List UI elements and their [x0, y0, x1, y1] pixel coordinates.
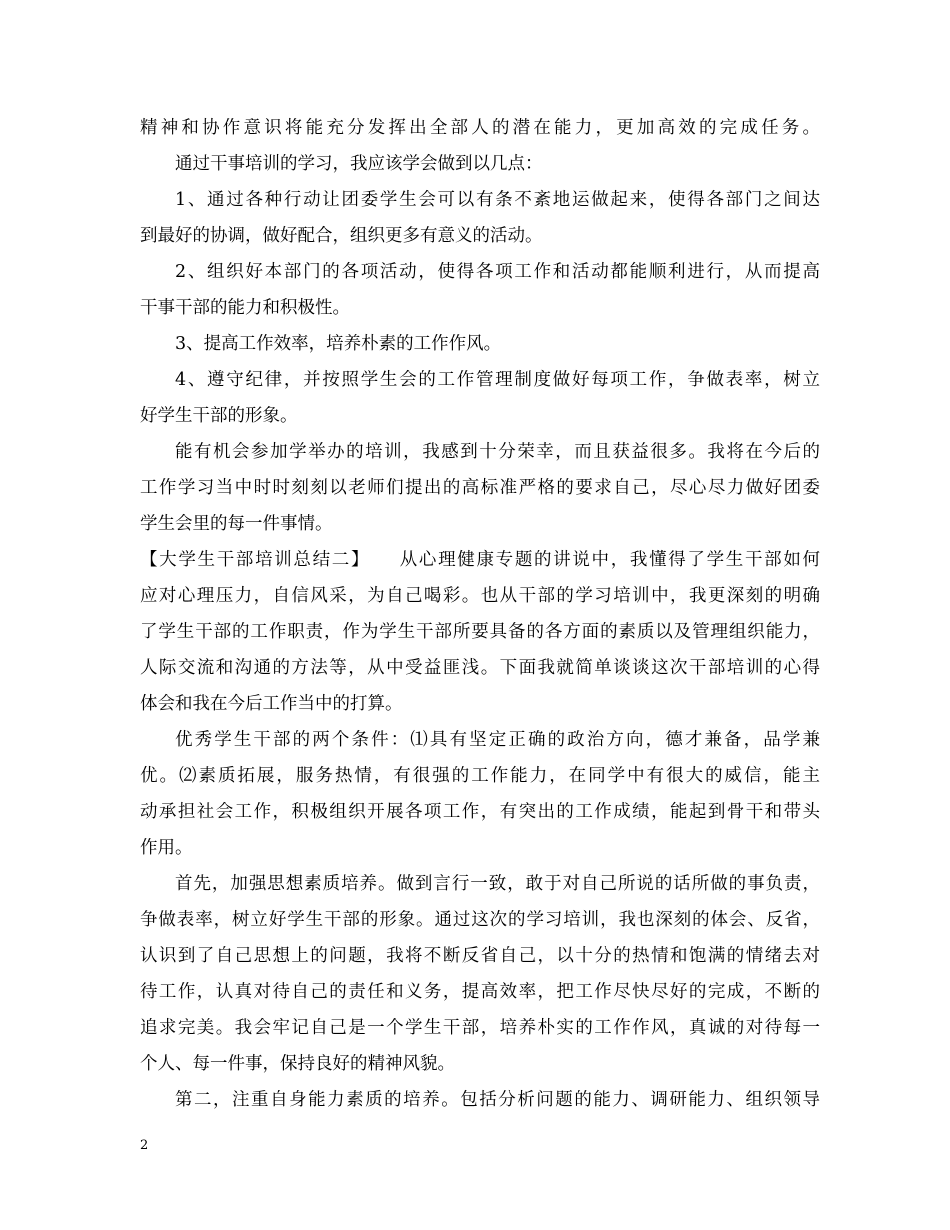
body-text-line: 精神和协作意识将能充分发挥出全部人的潜在能力，更加高效的完成任务。	[140, 118, 820, 138]
body-text-line: 到最好的协调，做好配合，组织更多有意义的活动。	[140, 226, 543, 246]
body-text-line: 工作学习当中时时刻刻以老师们提出的高标准严格的要求自己，尽心尽力做好团委	[140, 478, 820, 498]
body-text-line: 争做表率，树立好学生干部的形象。通过这次的学习培训，我也深刻的体会、反省，	[140, 910, 820, 930]
body-text-line: 优。⑵素质拓展，服务热情，有很强的工作能力，在同学中有很大的威信，能主	[140, 766, 820, 786]
section-heading-line: 【大学生干部培训总结二】 从心理健康专题的讲说中，我懂得了学生干部如何	[140, 550, 820, 570]
body-text-line: 人际交流和沟通的方法等，从中受益匪浅。下面我就简单谈谈这次干部培训的心得	[140, 658, 820, 678]
body-text-line: 4、遵守纪律，并按照学生会的工作管理制度做好每项工作，争做表率，树立	[175, 370, 820, 390]
body-text-line: 作用。	[140, 838, 193, 858]
body-text-line: 待工作，认真对待自己的责任和义务，提高效率，把工作尽快尽好的完成，不断的	[140, 982, 820, 1002]
body-text-line: 个人、每一件事，保持良好的精神风貌。	[140, 1054, 455, 1074]
body-text-line: 追求完美。我会牢记自己是一个学生干部，培养朴实的工作作风，真诚的对待每一	[140, 1018, 820, 1038]
body-text-line: 动承担社会工作，积极组织开展各项工作，有突出的工作成绩，能起到骨干和带头	[140, 802, 820, 822]
body-text-line: 能有机会参加学举办的培训，我感到十分荣幸，而且获益很多。我将在今后的	[175, 442, 820, 462]
body-text-line: 第二，注重自身能力素质的培养。包括分析问题的能力、调研能力、组织领导	[175, 1090, 820, 1110]
page-number: 2	[140, 1138, 149, 1153]
body-text-line: 3、提高工作效率，培养朴素的工作作风。	[175, 334, 502, 354]
body-text-line: 干事干部的能力和积极性。	[140, 298, 350, 318]
body-text-line: 应对心理压力，自信风采，为自己喝彩。也从干部的学习培训中，我更深刻的明确	[140, 586, 820, 606]
body-text-line: 通过干事培训的学习，我应该学会做到以几点：	[175, 154, 543, 174]
body-text-line: 首先，加强思想素质培养。做到言行一致，敢于对自己所说的话所做的事负责，	[175, 874, 820, 894]
body-text-line: 了学生干部的工作职责，作为学生干部所要具备的各方面的素质以及管理组织能力，	[140, 622, 820, 642]
body-text-line: 学生会里的每一件事情。	[140, 514, 333, 534]
body-text-line: 2、组织好本部门的各项活动，使得各项工作和活动都能顺利进行，从而提高	[175, 262, 820, 282]
body-text-line: 1、通过各种行动让团委学生会可以有条不紊地运做起来，使得各部门之间达	[175, 190, 820, 210]
body-text-line: 好学生干部的形象。	[140, 406, 298, 426]
body-text-line: 认识到了自己思想上的问题，我将不断反省自己，以十分的热情和饱满的情绪去对	[140, 946, 820, 966]
body-text-line: 优秀学生干部的两个条件：⑴具有坚定正确的政治方向，德才兼备，品学兼	[175, 730, 820, 750]
body-text-line: 体会和我在今后工作当中的打算。	[140, 694, 403, 714]
